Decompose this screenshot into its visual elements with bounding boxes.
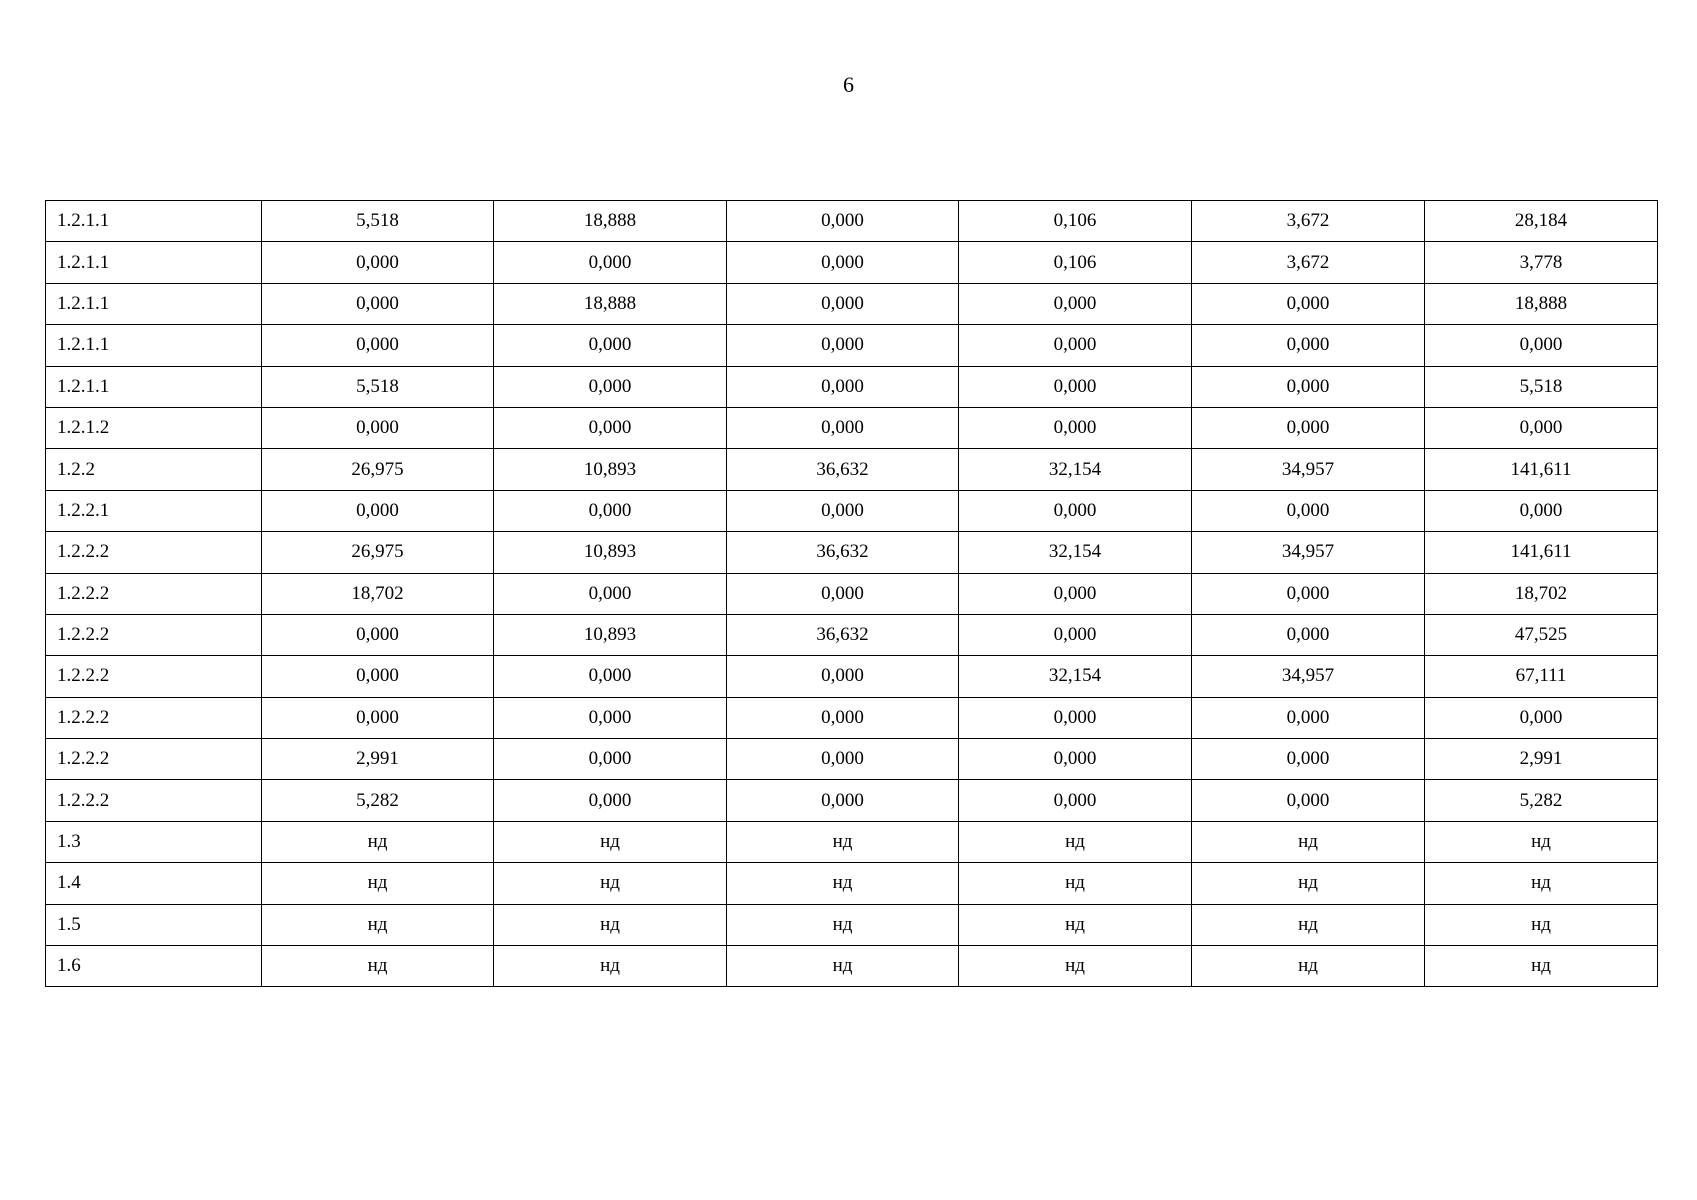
value-cell: нд (262, 904, 494, 945)
value-cell: 0,000 (262, 242, 494, 283)
row-code-cell: 1.2.1.1 (46, 325, 262, 366)
value-cell: 0,000 (959, 697, 1192, 738)
value-cell: 3,672 (1192, 242, 1425, 283)
value-cell: 3,778 (1425, 242, 1658, 283)
row-code-cell: 1.2.2 (46, 449, 262, 490)
row-code-cell: 1.2.1.1 (46, 201, 262, 242)
value-cell: 0,000 (1192, 407, 1425, 448)
value-cell: 0,000 (727, 780, 959, 821)
value-cell: нд (1192, 821, 1425, 862)
value-cell: 0,000 (494, 407, 727, 448)
value-cell: 0,000 (262, 490, 494, 531)
value-cell: 10,893 (494, 449, 727, 490)
value-cell: 0,000 (494, 656, 727, 697)
value-cell: 0,000 (959, 573, 1192, 614)
row-code-cell: 1.2.1.1 (46, 366, 262, 407)
value-cell: нд (1425, 863, 1658, 904)
page-number: 6 (843, 72, 854, 97)
value-cell: 0,000 (262, 283, 494, 324)
value-cell: 0,000 (1425, 697, 1658, 738)
value-cell: 36,632 (727, 614, 959, 655)
value-cell: 34,957 (1192, 449, 1425, 490)
row-code-cell: 1.2.2.2 (46, 739, 262, 780)
value-cell: 0,000 (494, 325, 727, 366)
table-row (46, 904, 1658, 945)
value-cell: 0,000 (262, 614, 494, 655)
value-cell: 0,000 (1425, 490, 1658, 531)
table-row (46, 780, 1658, 821)
value-cell: 28,184 (1425, 201, 1658, 242)
data-table (45, 200, 1658, 987)
table-row (46, 656, 1658, 697)
value-cell: 0,000 (959, 780, 1192, 821)
row-code-cell: 1.6 (46, 946, 262, 987)
value-cell: 0,000 (262, 407, 494, 448)
table-row (46, 242, 1658, 283)
value-cell: 0,000 (727, 325, 959, 366)
value-cell: 0,000 (959, 283, 1192, 324)
value-cell: 26,975 (262, 449, 494, 490)
value-cell: 0,000 (494, 780, 727, 821)
value-cell: 0,000 (959, 407, 1192, 448)
value-cell: 0,000 (1192, 283, 1425, 324)
value-cell: нд (262, 821, 494, 862)
table-row (46, 490, 1658, 531)
value-cell: 0,000 (1192, 573, 1425, 614)
value-cell: 18,888 (494, 201, 727, 242)
value-cell: 32,154 (959, 532, 1192, 573)
value-cell: 0,000 (494, 242, 727, 283)
value-cell: нд (727, 946, 959, 987)
value-cell: нд (494, 946, 727, 987)
value-cell: 0,000 (1192, 780, 1425, 821)
table-row (46, 407, 1658, 448)
value-cell: 0,000 (727, 366, 959, 407)
table-row (46, 573, 1658, 614)
value-cell: 36,632 (727, 449, 959, 490)
value-cell: 47,525 (1425, 614, 1658, 655)
value-cell: нд (959, 821, 1192, 862)
value-cell: 0,000 (1192, 366, 1425, 407)
row-code-cell: 1.2.1.2 (46, 407, 262, 448)
value-cell: 0,000 (727, 656, 959, 697)
value-cell: нд (959, 863, 1192, 904)
value-cell: 0,000 (262, 697, 494, 738)
value-cell: 3,672 (1192, 201, 1425, 242)
value-cell: 2,991 (1425, 739, 1658, 780)
value-cell: 32,154 (959, 656, 1192, 697)
table-row (46, 366, 1658, 407)
value-cell: 26,975 (262, 532, 494, 573)
value-cell: 0,000 (959, 366, 1192, 407)
value-cell: 0,106 (959, 242, 1192, 283)
value-cell: 18,702 (262, 573, 494, 614)
value-cell: нд (494, 904, 727, 945)
value-cell: 0,000 (727, 201, 959, 242)
value-cell: 2,991 (262, 739, 494, 780)
row-code-cell: 1.2.2.2 (46, 573, 262, 614)
row-code-cell: 1.2.2.2 (46, 656, 262, 697)
table-row (46, 614, 1658, 655)
table-row (46, 697, 1658, 738)
value-cell: 141,611 (1425, 449, 1658, 490)
value-cell: 0,000 (1192, 739, 1425, 780)
value-cell: 0,000 (727, 573, 959, 614)
value-cell: 34,957 (1192, 656, 1425, 697)
value-cell: 0,000 (262, 656, 494, 697)
table-row (46, 325, 1658, 366)
value-cell: 5,282 (262, 780, 494, 821)
value-cell: 10,893 (494, 614, 727, 655)
value-cell: 0,000 (494, 697, 727, 738)
row-code-cell: 1.2.2.1 (46, 490, 262, 531)
value-cell: 0,000 (494, 490, 727, 531)
value-cell: 0,000 (1192, 614, 1425, 655)
value-cell: 5,518 (262, 366, 494, 407)
table-row (46, 821, 1658, 862)
row-code-cell: 1.4 (46, 863, 262, 904)
value-cell: нд (262, 946, 494, 987)
value-cell: нд (1425, 904, 1658, 945)
value-cell: 10,893 (494, 532, 727, 573)
value-cell: нд (959, 946, 1192, 987)
value-cell: 0,000 (1192, 325, 1425, 366)
row-code-cell: 1.2.2.2 (46, 614, 262, 655)
value-cell: 0,000 (959, 325, 1192, 366)
value-cell: 0,000 (1192, 490, 1425, 531)
value-cell: 18,888 (1425, 283, 1658, 324)
value-cell: 36,632 (727, 532, 959, 573)
value-cell: 34,957 (1192, 532, 1425, 573)
table-row (46, 739, 1658, 780)
value-cell: нд (727, 821, 959, 862)
value-cell: 0,000 (959, 614, 1192, 655)
row-code-cell: 1.5 (46, 904, 262, 945)
value-cell: нд (727, 904, 959, 945)
value-cell: 0,000 (494, 739, 727, 780)
table-row (46, 946, 1658, 987)
value-cell: нд (727, 863, 959, 904)
value-cell: 18,702 (1425, 573, 1658, 614)
value-cell: 141,611 (1425, 532, 1658, 573)
value-cell: нд (1192, 904, 1425, 945)
value-cell: 18,888 (494, 283, 727, 324)
value-cell: 5,282 (1425, 780, 1658, 821)
value-cell: 32,154 (959, 449, 1192, 490)
row-code-cell: 1.2.1.1 (46, 242, 262, 283)
table-row (46, 532, 1658, 573)
value-cell: 0,000 (1192, 697, 1425, 738)
value-cell: 0,000 (494, 573, 727, 614)
value-cell: нд (1192, 863, 1425, 904)
value-cell: 0,000 (727, 739, 959, 780)
value-cell: 0,000 (262, 325, 494, 366)
value-cell: нд (1425, 946, 1658, 987)
table-body (46, 201, 1658, 987)
table-row (46, 201, 1658, 242)
value-cell: 0,000 (1425, 325, 1658, 366)
value-cell: 5,518 (262, 201, 494, 242)
value-cell: 0,106 (959, 201, 1192, 242)
row-code-cell: 1.3 (46, 821, 262, 862)
value-cell: 0,000 (727, 242, 959, 283)
value-cell: 0,000 (959, 490, 1192, 531)
value-cell: нд (494, 821, 727, 862)
row-code-cell: 1.2.1.1 (46, 283, 262, 324)
value-cell: 0,000 (727, 697, 959, 738)
value-cell: 5,518 (1425, 366, 1658, 407)
value-cell: 0,000 (727, 407, 959, 448)
table-row (46, 449, 1658, 490)
table-row (46, 863, 1658, 904)
table-row (46, 283, 1658, 324)
value-cell: нд (262, 863, 494, 904)
value-cell: нд (1192, 946, 1425, 987)
value-cell: 0,000 (727, 490, 959, 531)
value-cell: нд (1425, 821, 1658, 862)
value-cell: 0,000 (727, 283, 959, 324)
value-cell: 0,000 (1425, 407, 1658, 448)
row-code-cell: 1.2.2.2 (46, 697, 262, 738)
row-code-cell: 1.2.2.2 (46, 532, 262, 573)
value-cell: нд (959, 904, 1192, 945)
row-code-cell: 1.2.2.2 (46, 780, 262, 821)
value-cell: 0,000 (959, 739, 1192, 780)
value-cell: 0,000 (494, 366, 727, 407)
value-cell: нд (494, 863, 727, 904)
value-cell: 67,111 (1425, 656, 1658, 697)
